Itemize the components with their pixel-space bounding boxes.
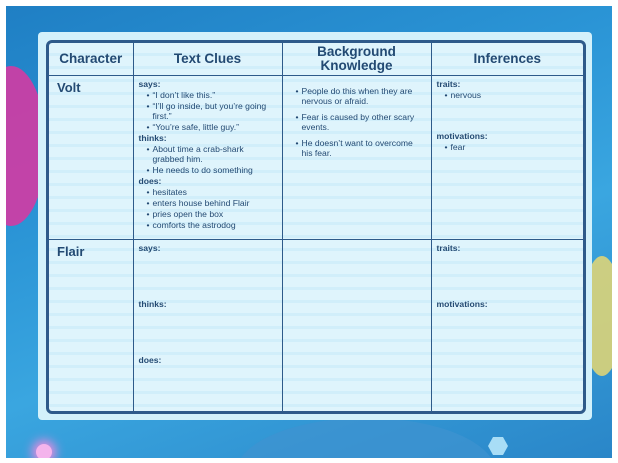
motivations-label: motivations: — [436, 131, 488, 141]
text-clues-cell[interactable] — [133, 240, 282, 412]
hexagon-decoration — [488, 436, 508, 456]
header-background-knowledge: Background Knowledge — [282, 43, 431, 76]
character-name: Volt — [49, 76, 133, 240]
character-chart — [46, 40, 586, 414]
list-item: • “You’re safe, little guy.” — [147, 122, 277, 132]
says-label: says: — [138, 79, 161, 89]
background-knowledge-cell[interactable] — [282, 76, 431, 240]
table-row-flair — [49, 240, 583, 412]
header-character: Character — [49, 43, 133, 76]
blue-hill-decoration — [236, 418, 496, 458]
does-label: does: — [138, 355, 162, 365]
list-item: • hesitates — [147, 187, 277, 197]
inferences-cell[interactable] — [431, 240, 583, 412]
traits-label: traits: — [436, 243, 461, 253]
list-item: • People do this when they are nervous or afraid. — [296, 86, 426, 106]
thinks-label: thinks: — [138, 133, 167, 143]
motivations-label: motivations: — [436, 299, 488, 309]
text-clues-cell[interactable] — [133, 76, 282, 240]
inference-table — [49, 43, 583, 411]
table-row-volt — [49, 76, 583, 240]
character-name: Flair — [49, 240, 133, 412]
header-row — [49, 43, 583, 76]
list-item: • nervous — [445, 90, 579, 100]
inferences-cell[interactable] — [431, 76, 583, 240]
game-background — [6, 6, 612, 458]
list-item: • fear — [445, 142, 579, 152]
list-item: • Fear is caused by other scary events. — [296, 112, 426, 132]
traits-label: traits: — [436, 79, 461, 89]
header-inferences: Inferences — [431, 43, 583, 76]
list-item: • “I don’t like this.” — [147, 90, 277, 100]
list-item: • enters house behind Flair — [147, 198, 277, 208]
header-text-clues: Text Clues — [133, 43, 282, 76]
glowing-orb-decoration — [36, 444, 52, 458]
list-item: • “I’ll go inside, but you’re going first.” — [147, 101, 277, 121]
worksheet-frame — [38, 32, 592, 420]
list-item: • pries open the box — [147, 209, 277, 219]
list-item: • He needs to do something — [147, 165, 277, 175]
thinks-label: thinks: — [138, 299, 167, 309]
says-label: says: — [138, 243, 161, 253]
background-knowledge-cell[interactable] — [282, 240, 431, 412]
does-label: does: — [138, 176, 162, 186]
list-item: • He doesn’t want to overcome his fear. — [296, 138, 426, 158]
list-item: • About time a crab-shark grabbed him. — [147, 144, 277, 164]
list-item: • comforts the astrodog — [147, 220, 277, 230]
